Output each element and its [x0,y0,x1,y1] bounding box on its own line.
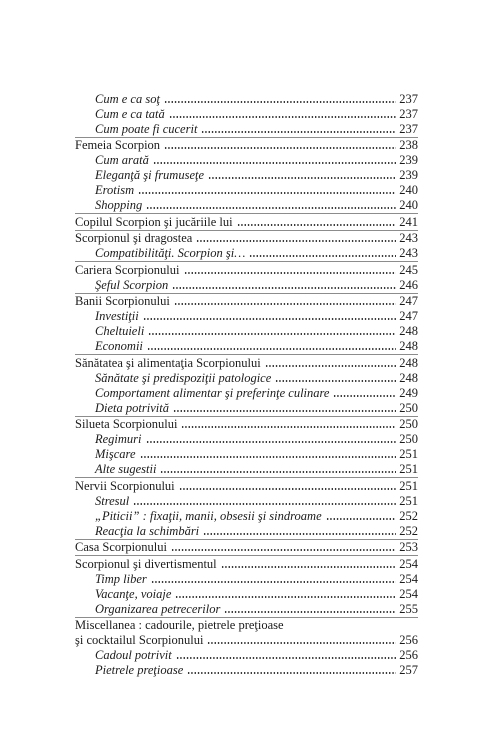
page-number: 254 [399,571,418,586]
toc-subentry [75,386,418,401]
toc-entry [75,231,418,246]
toc-entry [75,479,418,494]
dot-leader [171,549,396,551]
page-number: 240 [399,198,418,212]
entry-title: Silueta Scorpionului [75,417,178,431]
entry-title: Copilul Scorpion şi jucăriile lui [75,214,233,229]
entry-title: „Piticii” : fixaţii, manii, obsesii şi sindroame [95,508,322,523]
toc-subentry [75,509,418,524]
dot-leader [164,147,396,149]
dot-leader [133,503,396,505]
page-number: 249 [399,385,418,400]
dot-leader [275,380,396,382]
toc-subentry [75,246,418,261]
toc-subentry [75,587,418,602]
entry-title: Investiţii [95,309,139,323]
page-number: 251 [399,478,418,493]
dot-leader [140,456,397,458]
entry-title: Banii Scorpionului [75,294,170,308]
dot-leader [138,192,396,194]
toc-subentry [75,572,418,587]
toc-subentry [75,122,418,137]
toc-subentry [75,648,418,663]
toc-entry [75,215,418,230]
toc-subentry [75,278,418,293]
toc-subentry [75,92,418,107]
entry-title: Erotism [95,183,135,197]
table-of-contents [75,91,418,678]
dot-leader [146,207,396,209]
toc-entry [75,356,418,371]
toc-section [75,416,418,478]
dot-leader [164,101,396,103]
entry-title: şi cocktailul Scorpionului [75,633,204,647]
entry-title: Pietrele preţioase [95,663,184,677]
entry-title: Regimuri [95,432,142,446]
dot-leader [187,672,396,674]
dot-leader [179,488,397,490]
page-number: 256 [399,633,418,647]
dot-leader [181,426,396,428]
entry-title: Casa Scorpionului [75,540,168,554]
dot-leader [265,365,397,367]
page-number: 251 [399,447,418,461]
page-number: 248 [399,324,418,338]
page-number: 257 [399,663,418,677]
toc-entry [75,540,418,555]
entry-title: Cheltuieli [95,324,145,338]
dot-leader [184,272,397,274]
entry-title: Reacţia la schimbări [95,523,200,538]
page-number: 253 [399,540,418,554]
dot-leader [148,333,396,335]
toc-entry [75,618,418,633]
entry-title: Cariera Scorpionului [75,262,180,277]
page-number: 240 [399,183,418,197]
toc-subentry [75,432,418,447]
entry-title: Nervii Scorpionului [75,478,175,493]
dot-leader [151,581,397,583]
page-number: 248 [399,370,418,385]
toc-entry [75,138,418,153]
page-number: 245 [399,262,418,277]
entry-title: Alte sugestii [95,462,157,476]
entry-title: Cum e ca tată [95,106,165,121]
dot-leader [203,533,396,535]
dot-leader [201,131,396,133]
entry-title: Economii [95,339,143,353]
entry-title: Şeful Scorpion [95,277,169,292]
entry-title: Cadoul potrivit [95,648,172,662]
toc-entry [75,633,418,648]
page-number: 250 [399,432,418,446]
toc-subentry [75,494,418,509]
toc-subentry [75,168,418,183]
entry-title: Miscellanea : cadourile, pietrele preţioase [75,618,284,632]
page-number: 243 [399,231,418,245]
entry-title: Stresul [95,493,130,508]
dot-leader [237,224,397,226]
dot-leader [326,518,397,520]
toc-section [75,137,418,214]
toc-entry [75,263,418,278]
page-number: 256 [399,648,418,662]
entry-title: Cum e ca soţ [95,91,160,106]
entry-title: Timp liber [95,571,147,586]
entry-title: Vacanţe, voiaje [95,586,172,601]
entry-title: Scorpionul şi dragostea [75,231,193,245]
toc-section [75,354,418,416]
toc-subentry [75,524,418,539]
toc-section [75,555,418,617]
page-number: 243 [399,246,418,260]
dot-leader [174,303,396,305]
page-number: 255 [399,601,418,616]
toc-entry [75,557,418,572]
page-number: 254 [399,586,418,601]
entry-title: Organizarea petrecerilor [95,601,221,616]
page-number: 248 [399,355,418,370]
entry-title: Mişcare [95,447,136,461]
page-number: 250 [399,417,418,431]
toc-section [75,213,418,230]
page-number: 248 [399,339,418,353]
dot-leader [221,566,397,568]
entry-title: Shopping [95,198,143,212]
entry-title: Comportament alimentar şi preferinţe culinare [95,385,330,400]
toc-subentry [75,309,418,324]
page-number: 237 [399,91,418,106]
entry-title: Dieta potrivită [95,400,169,415]
toc-section [75,230,418,262]
entry-title: Cum arată [95,153,149,167]
toc-section [75,293,418,355]
dot-leader [169,116,396,118]
toc-section [75,617,418,679]
dot-leader [208,177,396,179]
toc-entry [75,294,418,309]
dot-leader [173,410,396,412]
toc-subentry [75,153,418,168]
page-number: 241 [399,214,418,229]
page-number: 238 [399,138,418,152]
page-number: 247 [399,309,418,323]
dot-leader [333,395,396,397]
toc-subentry [75,107,418,122]
dot-leader [176,657,397,659]
page-number: 254 [399,556,418,571]
page-number: 252 [399,508,418,523]
page-number: 237 [399,106,418,121]
toc-subentry [75,371,418,386]
page-number: 246 [399,277,418,292]
toc-subentry [75,447,418,462]
entry-title: Cum poate fi cucerit [95,121,198,136]
toc-subentry [75,339,418,354]
entry-title: Eleganţă şi frumuseţe [95,168,205,182]
toc-subentry [75,324,418,339]
toc-section [75,539,418,556]
entry-title: Femeia Scorpion [75,138,161,152]
entry-title: Sănătatea şi alimentaţia Scorpionului [75,355,261,370]
page-number: 247 [399,294,418,308]
page-number: 239 [399,168,418,182]
dot-leader [147,348,396,350]
toc-subentry [75,183,418,198]
page-number: 251 [399,493,418,508]
entry-title: Scorpionul şi divertismentul [75,556,217,571]
toc-subentry [75,401,418,416]
toc-section [75,91,418,137]
dot-leader [143,318,397,320]
dot-leader [146,441,397,443]
dot-leader [153,162,396,164]
dot-leader [249,255,396,257]
toc-subentry [75,462,418,477]
dot-leader [196,240,396,242]
dot-leader [160,471,396,473]
entry-title: Sănătate şi predispoziţii patologice [95,370,272,385]
toc-subentry [75,198,418,213]
dot-leader [207,642,396,644]
toc-entry [75,417,418,432]
page-number: 237 [399,121,418,136]
page-number: 239 [399,153,418,167]
page-number: 250 [399,400,418,415]
page-number: 251 [399,462,418,476]
dot-leader [175,596,396,598]
toc-subentry [75,602,418,617]
toc-subentry [75,663,418,678]
toc-section [75,261,418,293]
dot-leader [224,611,396,613]
dot-leader [172,287,396,289]
entry-title: Compatibilităţi. Scorpion şi… [95,246,246,260]
toc-section [75,477,418,539]
page-number: 252 [399,523,418,538]
